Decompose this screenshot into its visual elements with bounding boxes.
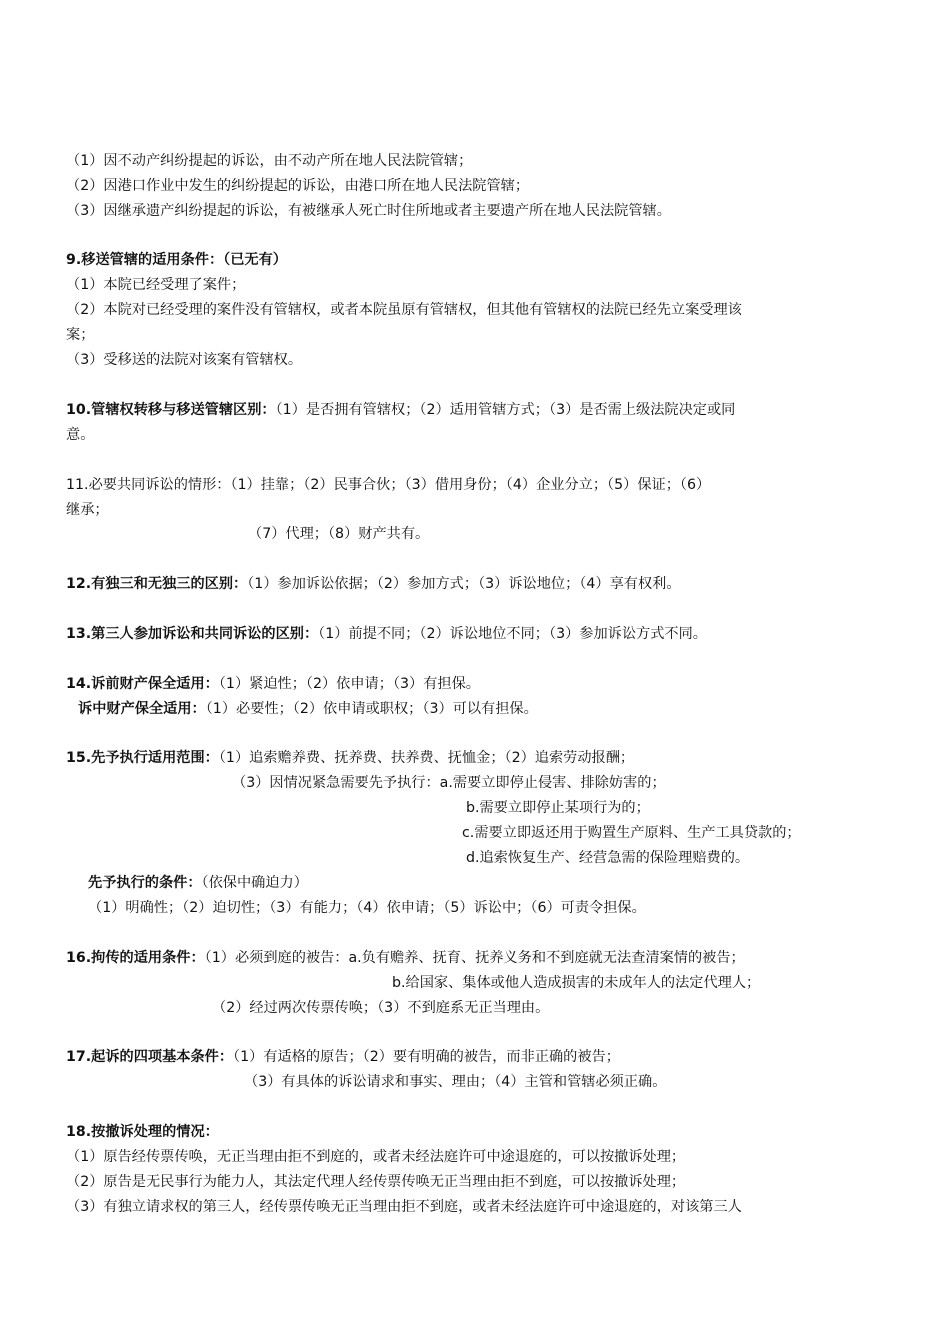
section-text: （1）前提不同；（2）诉讼地位不同；（3）参加诉讼方式不同。 [318, 626, 707, 642]
section-heading: 12.有独三和无独三的区别： [66, 576, 248, 592]
section-text: （1）必要性；（2）依申请或职权；（3）可以有担保。 [205, 701, 538, 717]
paragraph-line: b.给国家、集体或他人造成损害的未成年人的法定代理人； [392, 975, 761, 991]
section-heading-18: 18.按撤诉处理的情况： [66, 1124, 219, 1140]
section-heading: 17.起诉的四项基本条件： [66, 1049, 234, 1065]
paragraph-line: 11.必要共同诉讼的情形：（1）挂靠；（2）民事合伙；（3）借用身份；（4）企业分立；（5）保证；（6） [66, 477, 711, 493]
paragraph-line: （2）本院对已经受理的案件没有管辖权，或者本院虽原有管辖权，但其他有管辖权的法院已经先立案受理该 [66, 302, 742, 318]
section-15 [66, 746, 888, 771]
paragraph-line: c.需要立即返还用于购置生产原料、生产工具贷款的； [462, 825, 801, 841]
paragraph-line: （2）经过两次传票传唤；（3）不到庭系无正当理由。 [212, 1000, 550, 1016]
paragraph-line: （3）受移送的法院对该案有管辖权。 [66, 352, 303, 368]
section-10 [66, 398, 888, 423]
paragraph-line: （2）原告是无民事行为能力人，其法定代理人经传票传唤无正当理由拒不到庭，可以按撤诉处理； [66, 1174, 686, 1190]
section-heading: 10.管辖权转移与移送管辖区别： [66, 402, 276, 418]
section-17 [66, 1045, 888, 1070]
section-13 [66, 622, 888, 647]
paragraph-line: （1）本院已经受理了案件； [66, 277, 246, 293]
section-heading: 先予执行的条件： [88, 875, 202, 891]
paragraph-line: （1）明确性；（2）迫切性；（3）有能力；（4）依申请；（5）诉讼中；（6）可责令担保。 [88, 900, 646, 916]
paragraph-line: （2）因港口作业中发生的纠纷提起的诉讼，由港口所在地人民法院管辖； [66, 178, 530, 194]
section-heading: 13.第三人参加诉讼和共同诉讼的区别： [66, 626, 319, 642]
paragraph-line: （1）因不动产纠纷提起的诉讼，由不动产所在地人民法院管辖； [66, 153, 473, 169]
section-heading: 诉中财产保全适用： [78, 701, 206, 717]
paragraph-line: （7）代理；（8）财产共有。 [248, 526, 430, 542]
section-text: （1）紧迫性；（2）依申请；（3）有担保。 [218, 676, 480, 692]
section-text: （1）是否拥有管辖权；（2）适用管辖方式；（3）是否需上级法院决定或同 [275, 402, 736, 418]
paragraph-line: 意。 [66, 427, 95, 443]
section-14-b [78, 697, 888, 722]
section-text: （1）追索赡养费、抚养费、扶养费、抚恤金；（2）追索劳动报酬； [218, 750, 635, 766]
paragraph-line: 案； [66, 327, 95, 343]
section-16 [66, 946, 888, 971]
section-heading-9: 9.移送管辖的适用条件：（已无有） [66, 252, 287, 268]
section-heading: 14.诉前财产保全适用： [66, 676, 219, 692]
paragraph-line: （3）有独立请求权的第三人，经传票传唤无正当理由拒不到庭，或者未经法庭许可中途退庭的，对该第三人 [66, 1199, 742, 1215]
section-12 [66, 572, 888, 597]
section-text: （1）有适格的原告；（2）要有明确的被告，而非正确的被告； [233, 1049, 620, 1065]
paragraph-line: （3）有具体的诉讼请求和事实、理由；（4）主管和管辖必须正确。 [244, 1074, 667, 1090]
section-heading: 15.先予执行适用范围： [66, 750, 219, 766]
paragraph-line: （3）因继承遗产纠纷提起的诉讼，有被继承人死亡时住所地或者主要遗产所在地人民法院管辖。 [66, 203, 671, 219]
section-14 [66, 672, 888, 697]
paragraph-line: 继承； [66, 502, 109, 518]
section-15-conditions [88, 871, 888, 896]
paragraph-line: d.追索恢复生产、经营急需的保险理赔费的。 [466, 850, 750, 866]
paragraph-line: （3）因情况紧急需要先予执行：a.需要立即停止侵害、排除妨害的； [232, 775, 666, 791]
section-text: （1）必须到庭的被告：a.负有赡养、抚育、抚养义务和不到庭就无法查清案情的被告； [204, 950, 745, 966]
paragraph-line: b.需要立即停止某项行为的； [466, 800, 650, 816]
paragraph-line: （1）原告经传票传唤，无正当理由拒不到庭的，或者未经法庭许可中途退庭的，可以按撤诉处理； [66, 1149, 686, 1165]
section-text: （1）参加诉讼依据；（2）参加方式；（3）诉讼地位；（4）享有权利。 [247, 576, 681, 592]
section-heading: 16.拘传的适用条件： [66, 950, 205, 966]
section-note: （依保中确迫力） [201, 875, 308, 891]
